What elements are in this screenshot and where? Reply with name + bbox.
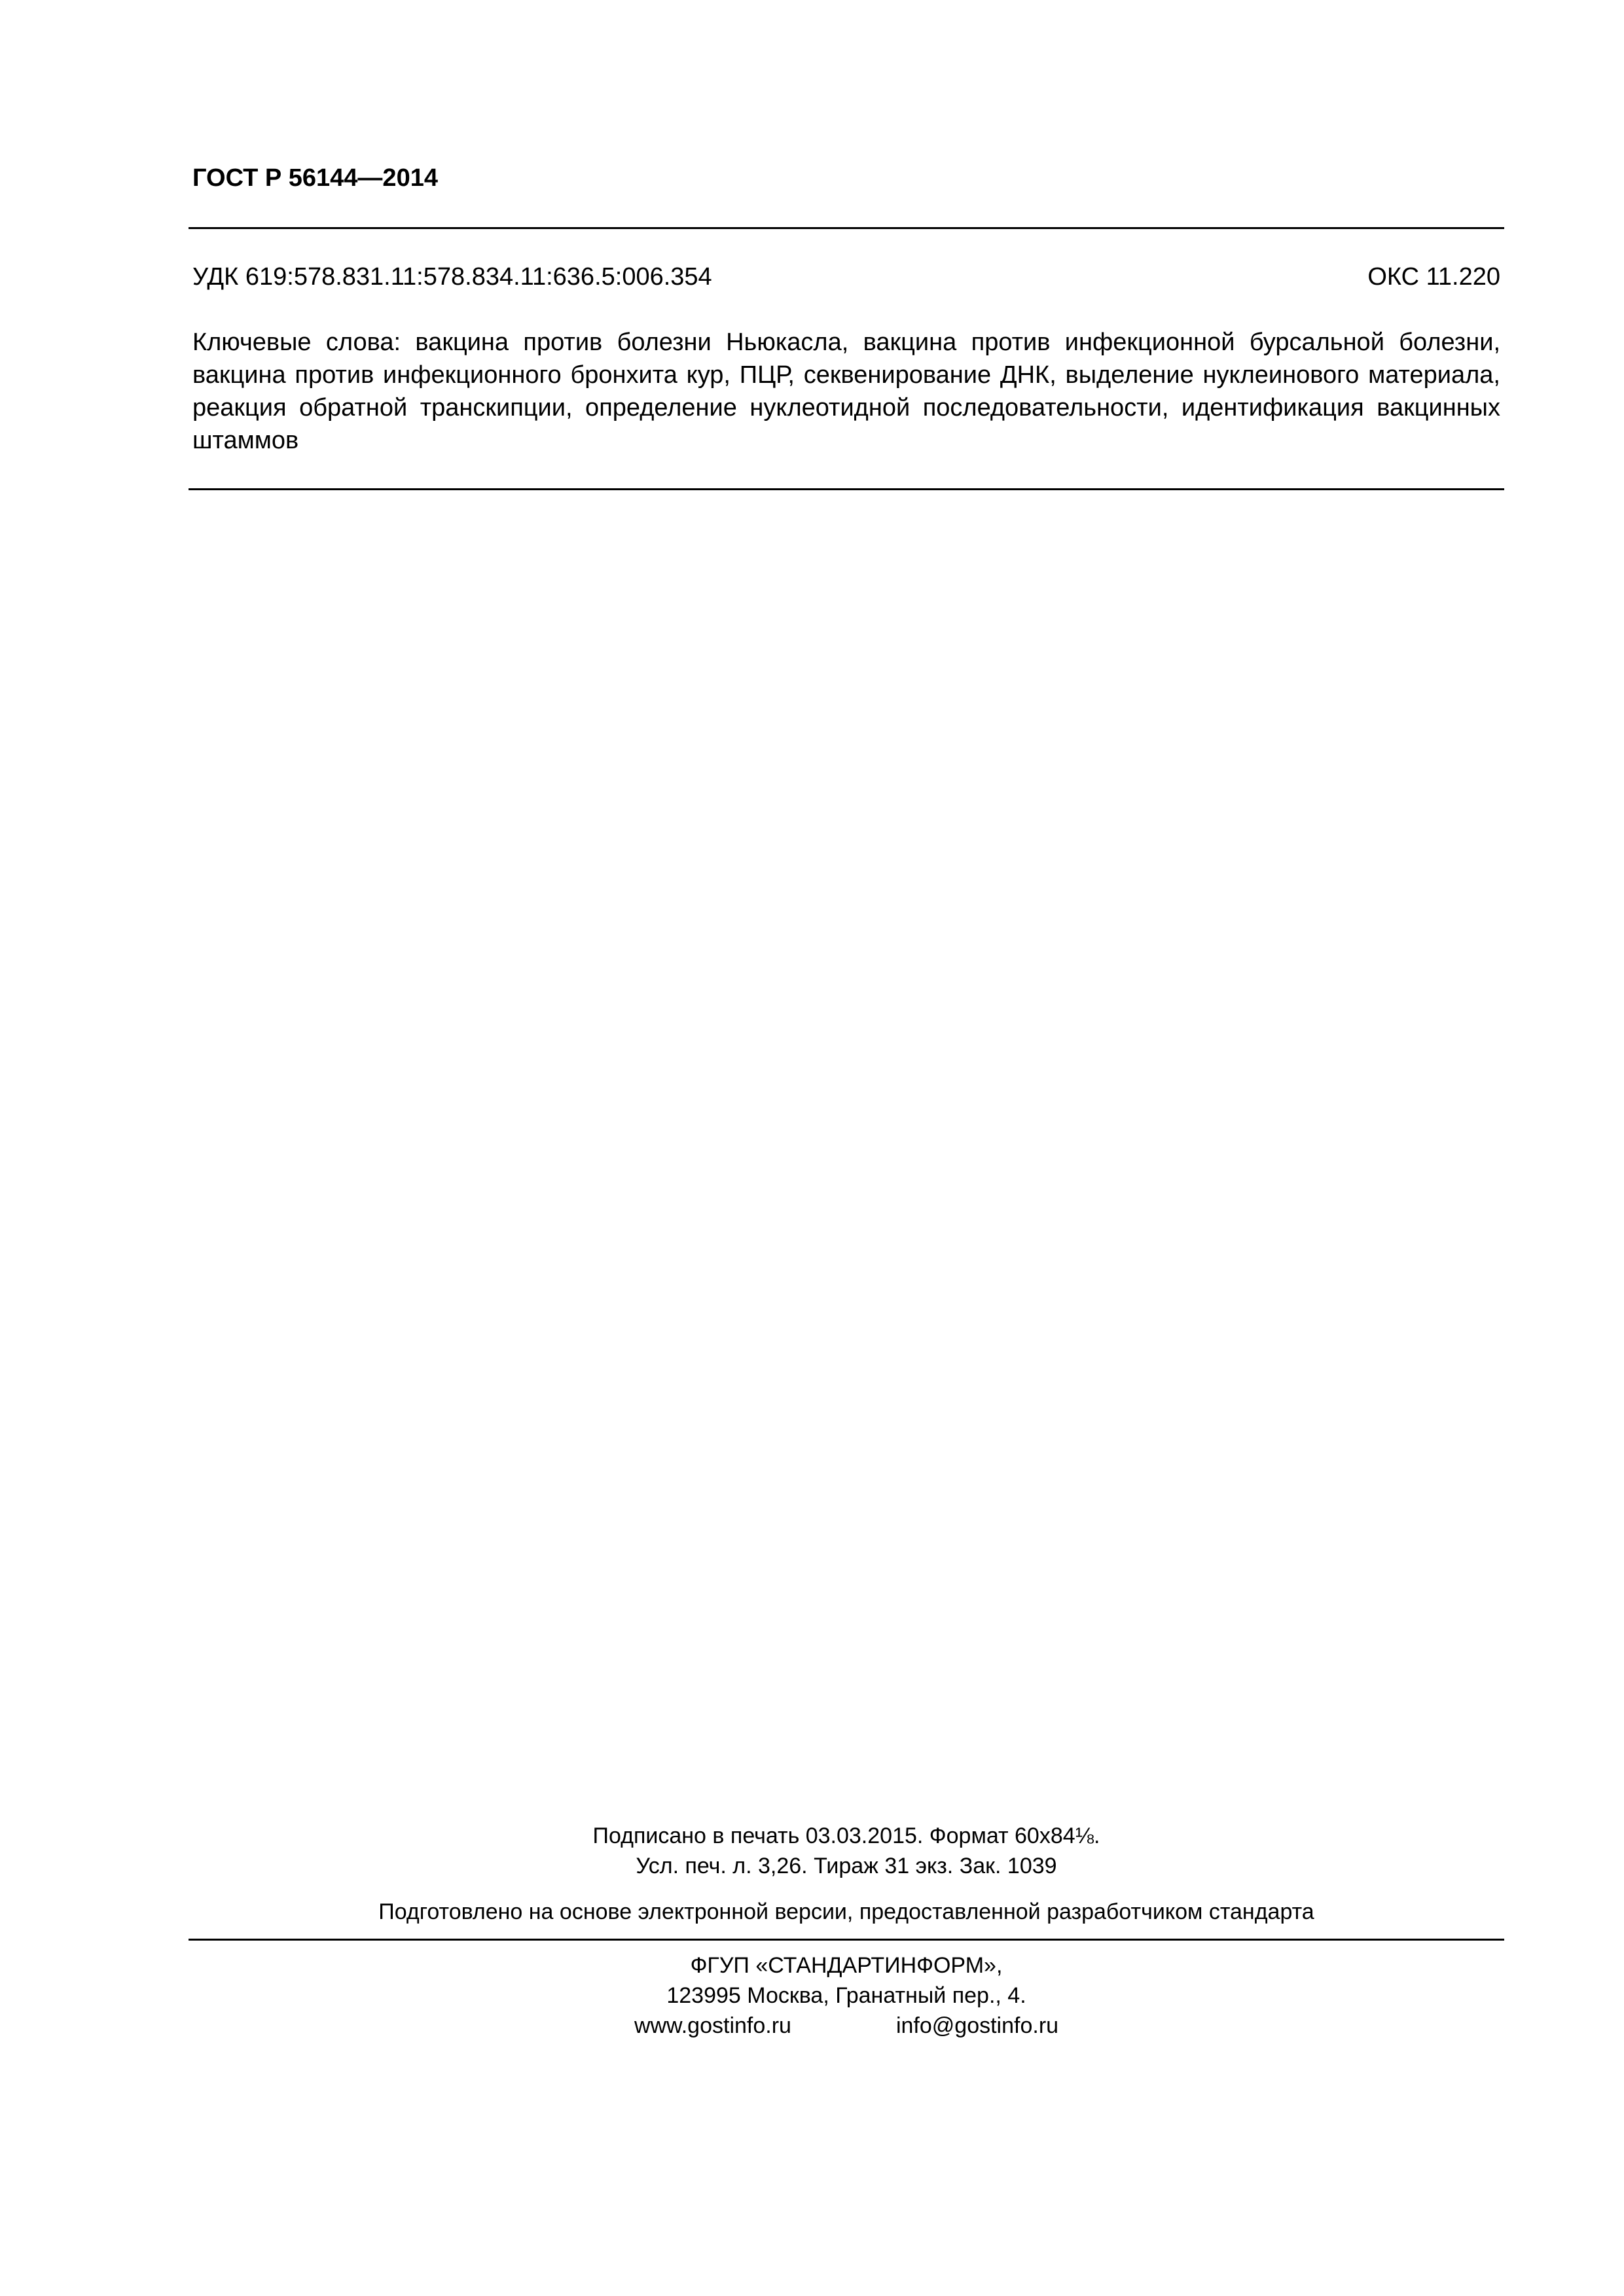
publisher-contacts — [189, 2011, 1504, 2041]
publisher-address: 123995 Москва, Гранатный пер., 4. — [666, 1983, 1026, 2008]
prepared-note: Подготовлено на основе электронной версии, предоставленной разработчиком стандарта — [378, 1899, 1314, 1924]
print-details-line: Усл. печ. л. 3,26. Тираж 31 экз. Зак. 1039 — [636, 1854, 1057, 1878]
publisher-email: info@gostinfo.ru — [895, 2013, 1059, 2038]
oks-code: ОКС 11.220 — [1367, 263, 1500, 291]
keywords-divider — [189, 488, 1504, 490]
udk-code: УДК 619:578.831.11:578.834.11:636.5:006.354 — [192, 263, 712, 291]
publisher-name: ФГУП «СТАНДАРТИНФОРМ», — [690, 1953, 1003, 1978]
header-divider — [189, 227, 1504, 229]
keywords-paragraph: Ключевые слова: вакцина против болезни Ньюкасла, вакцина против инфекционной бурсальной болезни, вакцина против инфекционного бронхита кур, ПЦР, секвенирование ДНК, выделение нуклеинового материала, реакция обратной транскипции, определение нуклеотидной последовательности, идентификация вакцинных штаммов — [192, 329, 1500, 454]
standard-number: ГОСТ Р 56144—2014 — [192, 164, 438, 192]
classification-row — [192, 260, 1500, 293]
signed-line: Подписано в печать 03.03.2015. Формат 60x84⅛. — [592, 1823, 1100, 1848]
imprint-divider — [189, 1939, 1504, 1941]
publisher-website: www.gostinfo.ru — [634, 2013, 791, 2038]
